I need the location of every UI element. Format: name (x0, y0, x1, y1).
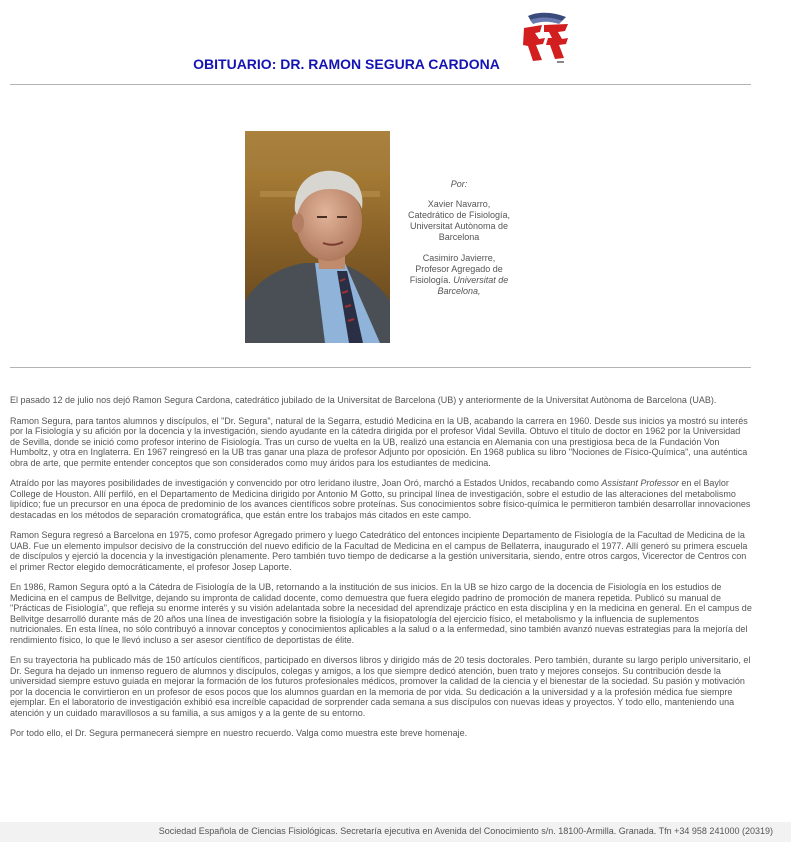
article-paragraph-2: Ramon Segura, para tantos alumnos y discípulos, el "Dr. Segura", natural de la Segarra, estudió Medicina en la UB, acabando la carrera en 1960. Desde sus inicios ya mostró su interés por la Fisiología y su afición por la docencia y la investigación, siendo ayudante en la cátedra dirigida por el profesor Vidal Sevilla. Obtuvo el título de doctor en 1962 por la Universidad de Sevilla, donde se inició como profesor interino de Fisiología. Tras un curso de vuelta en la UB, realizó una estancia en Alemania con una prestigiosa beca de la Fundación Von Humboltz, y otra en Inglaterra. En 1967 reingresó en la UB tras ganar una plaza de profesor Adjunto por oposición. En 1968 publica su libro "Nociones de Físico-Química", una auténtica obra de arte, que permite entender conceptos que son considerados como muy áridos para los estudiantes de medicina. (10, 415, 748, 468)
article-paragraph-6: En su trayectoria ha publicado más de 150 artículos científicos, participado en diversos libros y dirigido más de 20 tesis doctorales. Pero también, durante su largo periplo universitario, el Dr. Segura ha dejado un inmenso reguero de alumnos y discípulos, colegas y amigos, a los que siempre dedicó atención, buen trato y mejores consejos. Su contribución desde la universidad siempre estuvo guiada en mejorar la formación de los futuros profesionales médicos, promover la calidad de la ciencia y el bienestar de la sociedad. Su pasión y motivación por la docencia le convirtieron en un profesor de esos pocos que los alumnos guardan en la memoria de por vida. Su dedicación a la universidad y a la profesión médica fue siempre ejemplar. En el laboratorio de investigación exhibió esa increíble capacidad de sorprender cada semana a sus discípulos con nuevas ideas y proyectos. Y todo ello, manteniendo una atención y un cuidado maravillosos a su familia, a sus amigos y a la gente de su entorno. (10, 655, 751, 718)
article-paragraph-4: Ramon Segura regresó a Barcelona en 1975, como profesor Agregado primero y luego Catedrático del entonces incipiente Departamento de Fisiología de la Facultad de Medicina de la UAB. Fue un elemento impulsor decisivo de la construcción del nuevo edificio de la Facultad de Medicina en el campus de Bellaterra, inaugurado el 1977. Allí generó su primera escuela de discípulos y ejerció la docencia y la investigación plenamente. Pero también tuvo tiempo de dedicarse a la gestión universitaria, siendo, entre otros cargos, Vicerector de Centros con el primer Rector elegido democráticamente, el profesor Josep Laporte. (10, 530, 748, 572)
article-paragraph-5: En 1986, Ramon Segura optó a la Cátedra de Fisiología de la UB, retornando a la institución de sus inicios. En la UB se hizo cargo de la docencia de Fisiología en los estudios de Medicina en el campus de Bellvitge, dejando su impronta de calidad docente, como demuestra que fuera elegido padrino de promoción de manera repetida. Publicó su manual de "Prácticas de Fisiología", que refleja su enorme interés y su visión adelantada sobre la necesidad del aprendizaje práctico en esta disciplina y en la medicina en general. En el campus de Bellvitge desarrolló durante más de 20 años una línea de investigación sobre la fisiología y la fisiopatología del ejercicio físico, el metabolismo y la influencia de suplementos nutricionales. En esta línea, no sólo contribuyó a innovar conceptos y conocimientos aplicables a la salud o a la enfermedad, sino también avanzó nuevas estrategias para la mejoría del rendimiento físico, lo que le llevó incluso a ser asesor científico de deportistas de élite. (10, 582, 752, 645)
footer-text: Sociedad Española de Ciencias Fisiológicas. Secretaría ejecutiva en Avenida del Conocimiento s/n. 18100-Armilla. Granada. Tfn +34 958 241000 (20319) (158, 826, 773, 836)
author-1 (394, 199, 524, 243)
portrait-photo (245, 131, 390, 343)
author-2-name: Casimiro Javierre, (422, 253, 496, 263)
divider-bottom (10, 367, 751, 368)
author-2-role: Profesor Agregado de Fisiología. (409, 264, 503, 285)
divider-top (10, 84, 751, 85)
author-2-affiliation: Universitat de Barcelona, (437, 275, 509, 296)
author-1-role: Catedrático de Fisiología, (407, 210, 511, 220)
article-paragraph-1: El pasado 12 de julio nos dejó Ramon Segura Cardona, catedrático jubilado de la Universitat de Barcelona (UB) y anteriormente de la Universitat Autònoma de Barcelona (UAB). (10, 395, 717, 405)
article-paragraph-3: Atraído por las mayores posibilidades de investigación y convencido por otro leridano ilustre, Joan Oró, marchó a Estados Unidos, recabando como Assistant Professor en el Baylor College de Houston. Allí perfiló, en el Departamento de Medicina dirigido por Antonio M Gotto, su principal línea de investigación, sobre el estudio de las alteraciones del metabolismo lipídico; fue un precursor en una época de predominio de los avances científicos sobre proteínas. Sus conocimientos sobre físico-química le permitieron también desarrollar innovaciones destacadas en los métodos de separación cromatográfica, que están entre los trabajos más citados en este campo. (10, 478, 751, 520)
page-footer (0, 822, 791, 842)
byline-label: Por: (450, 179, 468, 189)
author-1-name: Xavier Navarro, (427, 199, 491, 209)
article-paragraph-7: Por todo ello, el Dr. Segura permanecerá siempre en nuestro recuerdo. Valga como muestra este breve homenaje. (10, 728, 468, 738)
page-title: OBITUARIO: DR. RAMON SEGURA CARDONA (193, 56, 500, 72)
author-2 (394, 253, 524, 297)
author-byline (394, 179, 524, 307)
article-body (10, 395, 752, 739)
author-1-affiliation: Universitat Autònoma de Barcelona (409, 221, 509, 242)
assistant-professor-italic: Assistant Professor (601, 478, 679, 488)
